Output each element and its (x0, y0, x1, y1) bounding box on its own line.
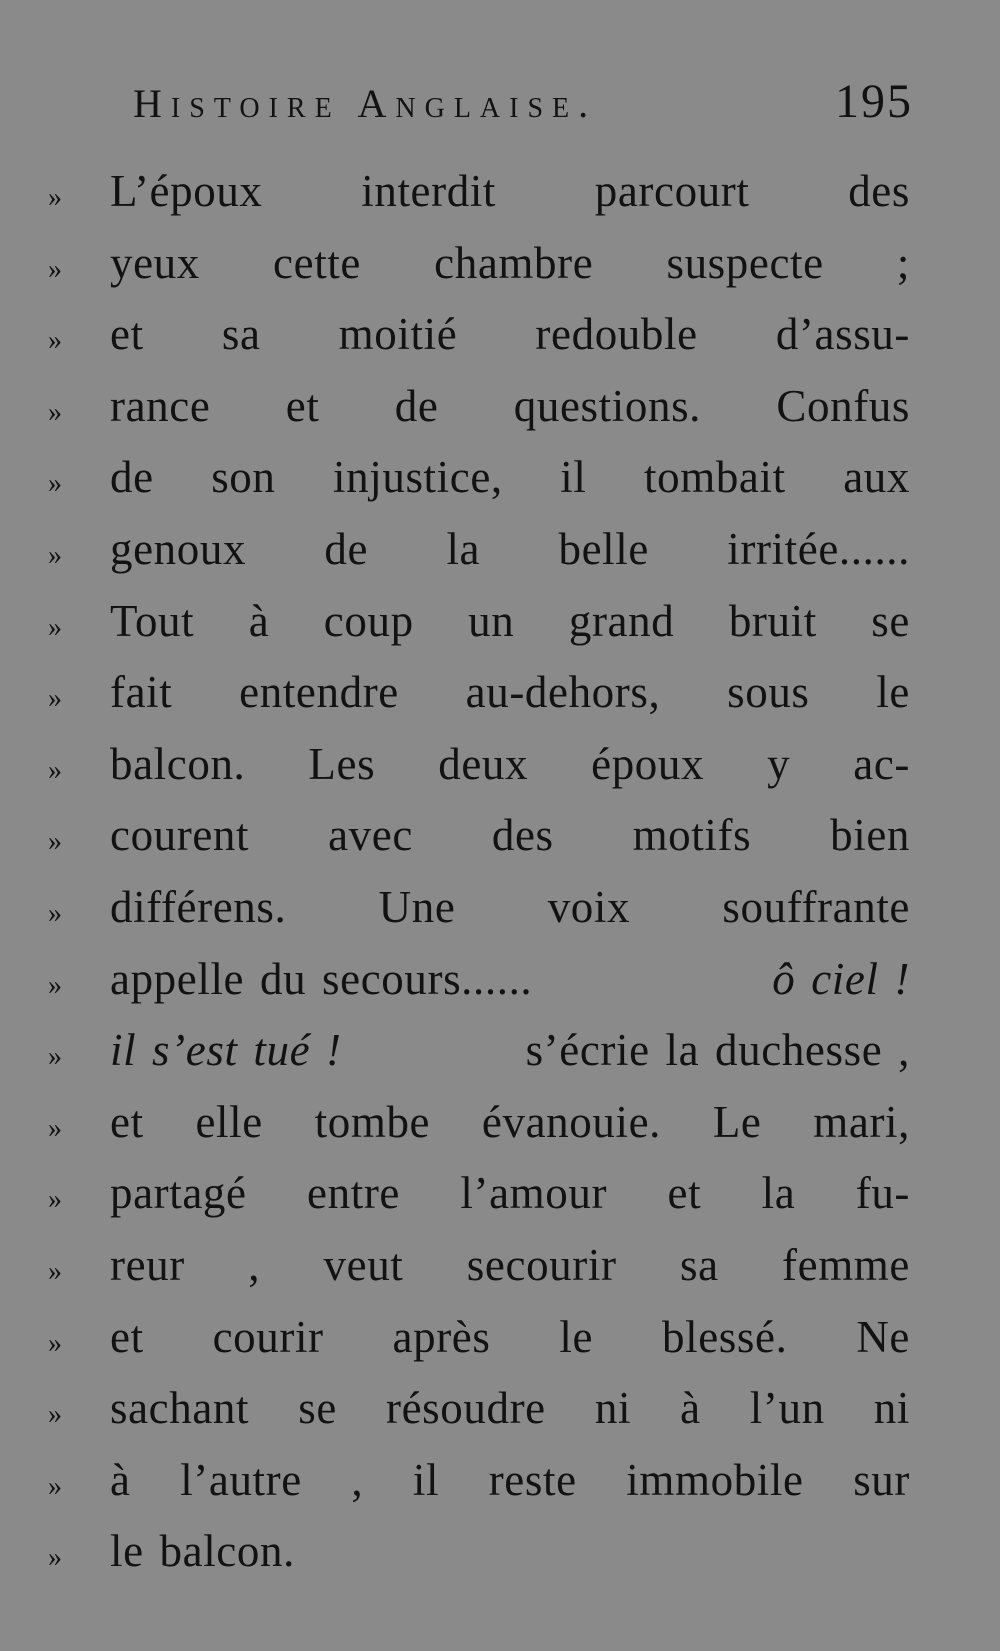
quote-mark: » (48, 1255, 62, 1287)
text-line (40, 299, 920, 371)
line-text: reur , veut secourir sa femme (110, 1239, 910, 1290)
quote-mark: » (48, 1399, 62, 1431)
line-text: et elle tombe évanouie. Le mari, (110, 1096, 910, 1147)
line-text-mixed (110, 944, 910, 1016)
text-line (40, 156, 920, 228)
quote-mark: » (48, 1327, 62, 1359)
text-line (40, 1230, 920, 1302)
line-text-italic: il s’est tué ! (110, 1025, 342, 1076)
text-line (40, 1373, 920, 1445)
quote-mark: » (48, 1112, 62, 1144)
line-text-mixed (110, 1015, 910, 1087)
quote-mark: » (48, 396, 62, 428)
text-line (40, 1158, 920, 1230)
quote-mark: » (48, 897, 62, 929)
text-line (40, 872, 920, 944)
line-text: balcon. Les deux époux y ac- (110, 738, 910, 789)
line-text: et courir après le blessé. Ne (110, 1311, 910, 1362)
line-text: L’époux interdit parcourt des (110, 166, 910, 216)
text-line (40, 1087, 920, 1159)
text-line (40, 371, 920, 443)
line-text: courent avec des motifs bien (110, 810, 910, 861)
line-text: le balcon. (110, 1526, 295, 1577)
text-line (40, 729, 920, 801)
line-text: différens. Une voix souffrante (110, 881, 910, 932)
text-line (40, 442, 920, 514)
text-line (40, 1015, 920, 1087)
line-text: et sa moitié redouble d’assu- (110, 309, 910, 360)
quote-mark: » (48, 1184, 62, 1216)
quote-mark: » (48, 468, 62, 500)
quote-mark: » (48, 611, 62, 643)
line-text: sachant se résoudre ni à l’un ni (110, 1383, 910, 1434)
running-title: Histoire Anglaise. (133, 81, 598, 126)
quote-mark: » (48, 1542, 62, 1574)
line-text-roman: s’écrie la duchesse , (525, 1025, 910, 1076)
line-text: rance et de questions. Confus (110, 380, 910, 431)
text-line (40, 1445, 920, 1517)
text-line (40, 514, 920, 586)
quote-mark: » (48, 325, 62, 357)
line-text: yeux cette chambre suspecte ; (110, 237, 910, 288)
text-line (40, 944, 920, 1016)
line-text-italic: ô ciel ! (772, 953, 910, 1004)
quote-mark: » (48, 754, 62, 786)
body-text (40, 156, 920, 1588)
text-line (40, 1516, 920, 1588)
quote-mark: » (48, 1041, 62, 1073)
quote-mark: » (48, 253, 62, 285)
quote-mark: » (48, 683, 62, 715)
text-line (40, 586, 920, 658)
text-line (40, 1302, 920, 1374)
line-text: fait entendre au-dehors, sous le (110, 667, 910, 718)
line-text: partagé entre l’amour et la fu- (110, 1168, 910, 1219)
quote-mark: » (48, 826, 62, 858)
quote-mark: » (48, 1470, 62, 1502)
line-text-roman: appelle du secours...... (110, 953, 533, 1004)
page-number: 195 (835, 75, 913, 128)
text-line (40, 228, 920, 300)
quote-mark: » (48, 969, 62, 1001)
running-head (133, 74, 913, 134)
line-text: genoux de la belle irritée...... (110, 523, 910, 574)
line-text: Tout à coup un grand bruit se (110, 595, 910, 646)
line-text: de son injustice, il tombait aux (110, 452, 910, 503)
quote-mark: » (48, 539, 62, 571)
quote-mark: » (48, 182, 62, 213)
text-line (40, 800, 920, 872)
line-text: à l’autre , il reste immobile sur (110, 1454, 910, 1505)
text-line (40, 657, 920, 729)
